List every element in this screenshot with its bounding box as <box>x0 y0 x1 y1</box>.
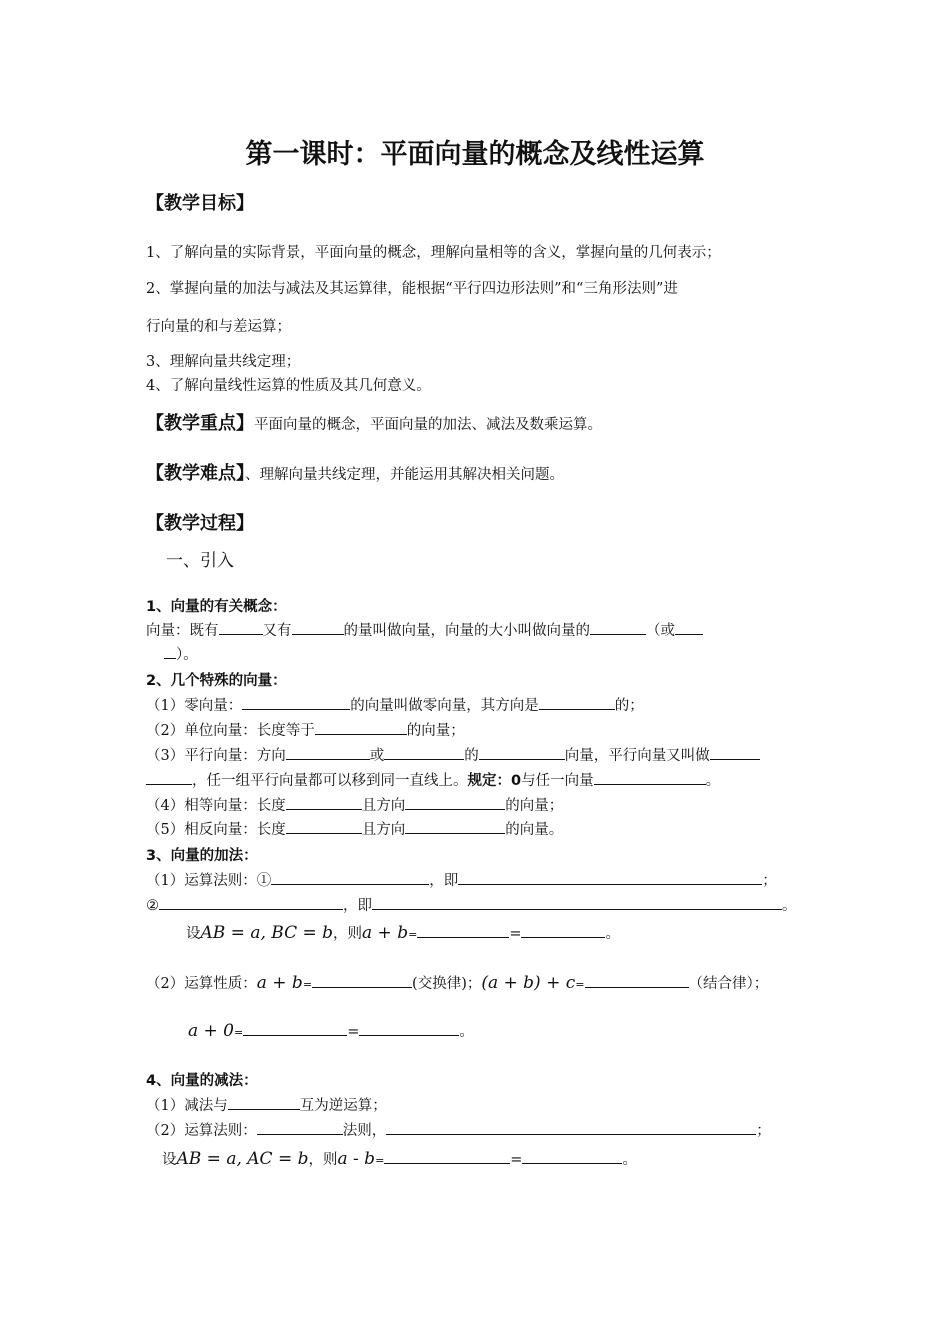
blank[interactable] <box>292 620 344 635</box>
s2-line-1: （1）零向量： 的向量叫做零向量，其方向是 的； <box>146 694 644 715</box>
blank[interactable] <box>315 720 407 735</box>
blank[interactable] <box>405 819 505 834</box>
s3-heading: 3、向量的加法： <box>146 848 258 864</box>
key-points-heading: 【教学重点】 <box>146 413 254 434</box>
goal-item-4: 4、了解向量线性运算的性质及其几何意义。 <box>146 378 431 394</box>
blank[interactable] <box>146 770 192 785</box>
blank[interactable] <box>286 819 362 834</box>
difficulties-heading: 【教学难点】 <box>146 463 245 484</box>
s1-line-2: ）。 <box>164 643 198 664</box>
key-points-text: 平面向量的概念，平面向量的加法、减法及数乘运算。 <box>254 417 602 433</box>
blank[interactable] <box>539 695 615 710</box>
blank[interactable] <box>242 695 350 710</box>
goal-item-2b: 行向量的和与差运算； <box>146 319 291 335</box>
blank[interactable] <box>359 1021 459 1036</box>
formula: AB = a, BC = b <box>200 923 334 943</box>
goals-heading: 【教学目标】 <box>146 193 254 214</box>
blank[interactable] <box>159 895 343 910</box>
blank[interactable] <box>372 895 782 910</box>
blank[interactable] <box>384 1149 510 1164</box>
difficulties-text: 、理解向量共线定理，并能运用其解决相关问题。 <box>245 467 564 483</box>
blank[interactable] <box>590 620 646 635</box>
blank[interactable] <box>219 620 263 635</box>
goal-item-2a: 2、掌握向量的加法与减法及其运算律，能根据“平行四边形法则”和“三角形法则”进 <box>146 281 678 297</box>
blank[interactable] <box>458 870 762 885</box>
goal-item-1: 1、了解向量的实际背景，平面向量的概念，理解向量相等的含义，掌握向量的几何表示； <box>146 245 721 261</box>
blank[interactable] <box>405 795 505 810</box>
s2-line-4: ，任一组平行向量都可以移到同一直线上。规定：0与任一向量 。 <box>146 769 720 790</box>
s3-rule-2: ② ，即 。 <box>146 894 797 915</box>
key-points <box>146 409 602 435</box>
blank[interactable] <box>675 620 703 635</box>
s4-line-1: （1）减法与 互为逆运算； <box>146 1094 387 1115</box>
process-heading: 【教学过程】 <box>146 513 254 534</box>
blank[interactable] <box>479 745 565 760</box>
blank[interactable] <box>312 973 412 988</box>
s1-line: 向量：既有 又有 的量叫做向量，向量的大小叫做向量的 （或 <box>146 619 703 640</box>
difficulties <box>146 459 564 485</box>
s2-heading: 2、几个特殊的向量： <box>146 673 287 689</box>
s4-line-2: （2）运算法则： 法则， ； <box>146 1119 771 1140</box>
blank[interactable] <box>521 923 605 938</box>
s3-prop-line: （2）运算性质：a + b= (交换律)；(a + b) + c= （结合律）； <box>146 973 769 993</box>
s4-heading: 4、向量的减法： <box>146 1073 258 1089</box>
blank[interactable] <box>271 870 429 885</box>
goal-item-3: 3、理解向量共线定理； <box>146 354 301 370</box>
blank[interactable] <box>522 1149 622 1164</box>
blank[interactable] <box>386 1120 756 1135</box>
s3-rule-1: （1）运算法则：① ，即 ； <box>146 869 777 890</box>
page-title: 第一课时：平面向量的概念及线性运算 <box>245 139 705 170</box>
s3-set-line: 设AB = a, BC = b，则a + b= = 。 <box>186 923 620 943</box>
blank[interactable] <box>594 770 706 785</box>
blank[interactable] <box>710 745 760 760</box>
s1-heading: 1、向量的有关概念： <box>146 599 287 615</box>
s3-zero-line: a + 0= = 。 <box>188 1021 474 1041</box>
process-intro: 一、引入 <box>166 551 234 571</box>
s4-set-line: 设AB = a, AC = b，则a - b= = 。 <box>162 1149 637 1169</box>
blank[interactable] <box>286 745 370 760</box>
s2-line-3: （3）平行向量：方向 或 的 向量，平行向量又叫做 <box>146 744 760 765</box>
formula: AB = a, AC = b <box>176 1149 309 1169</box>
blank[interactable] <box>417 923 509 938</box>
blank[interactable] <box>243 1021 347 1036</box>
blank[interactable] <box>228 1095 300 1110</box>
s2-line-5: （4）相等向量：长度 且方向 的向量； <box>146 794 563 815</box>
blank[interactable] <box>164 644 176 659</box>
blank[interactable] <box>384 745 464 760</box>
s2-line-2: （2）单位向量：长度等于 的向量； <box>146 719 465 740</box>
blank[interactable] <box>585 973 689 988</box>
blank[interactable] <box>286 795 362 810</box>
blank[interactable] <box>257 1120 343 1135</box>
s2-line-6: （5）相反向量：长度 且方向 的向量。 <box>146 818 563 839</box>
